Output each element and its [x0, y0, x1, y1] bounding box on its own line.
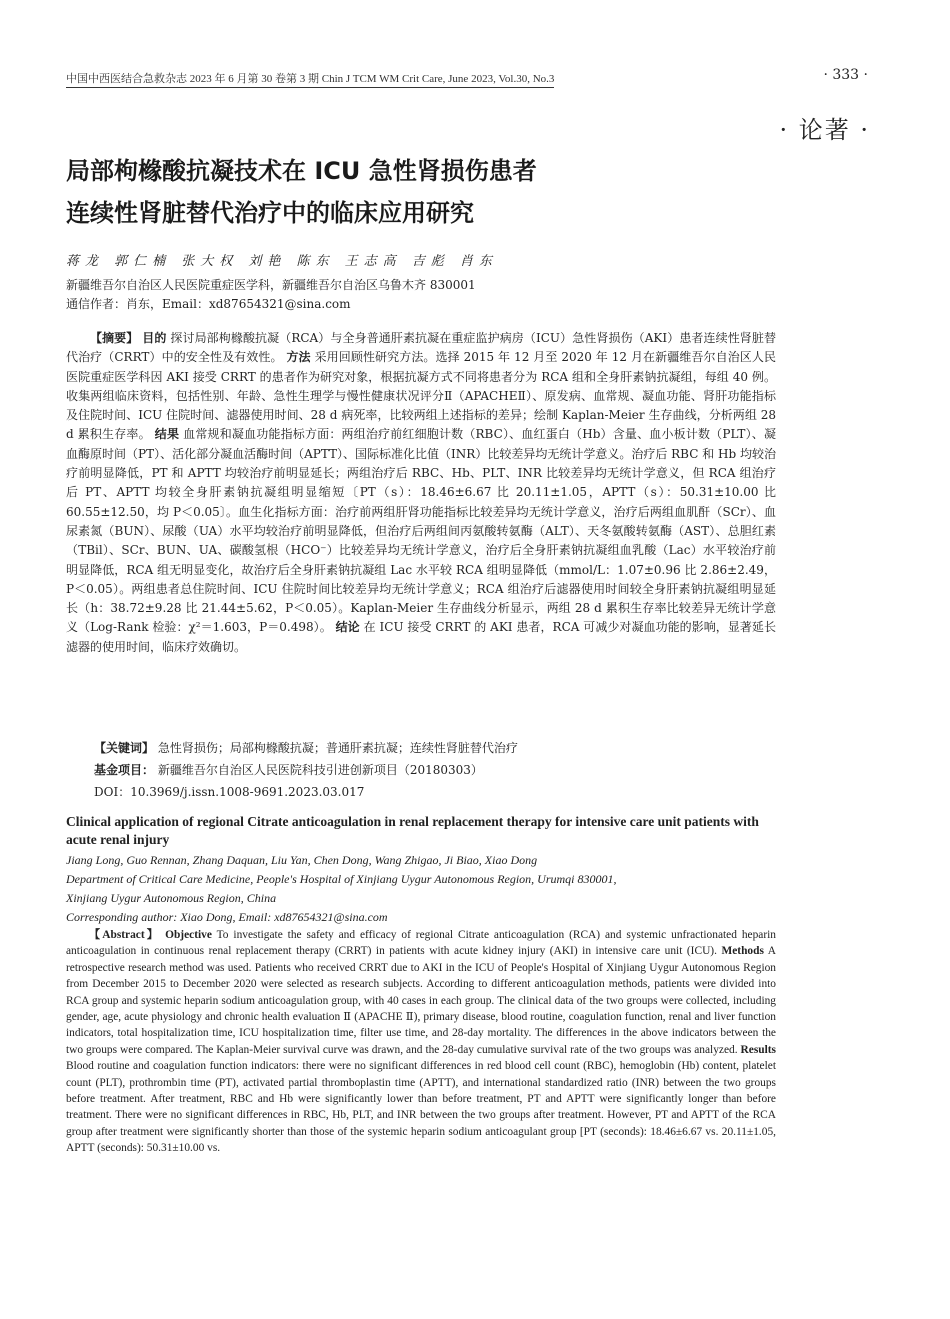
methods-text: 采用回顾性研究方法。选择 2015 年 12 月至 2020 年 12 月在新疆维吾尔自治区人民医院重症医学科因 AKI 接受 CRRT 的患者作为研究对象，根据抗凝方式不同将患者分为 RCA 组和全身肝素钠抗凝组，每组 40 例。收集两组临床资料，包括性别、年龄、急性生理学与慢性健康状况评分Ⅱ（APACHEⅡ）、原发病、血常规、凝血功能、肾肝功能指标及住院时间、ICU 住院时间、滤器使用时间、28 d 病死率，比较两组上述指标的差异；绘制 Kaplan-Meier 生存曲线，分析两组 28 d 累积生存率。 [66, 350, 776, 442]
doi: DOI：10.3969/j.issn.1008-9691.2023.03.017 [94, 785, 365, 799]
title-line-2: 连续性肾脏替代治疗中的临床应用研究 [66, 199, 474, 227]
running-header: 中国中西医结合急救杂志 2023 年 6 月第 30 卷第 3 期 Chin J TCM WM Crit Care, June 2023, Vol.30, No.3 [66, 70, 554, 88]
funding-text: 新疆维吾尔自治区人民医院科技引进创新项目（20180303） [157, 763, 483, 777]
english-title: Clinical application of regional Citrate anticoagulation in renal replacement therapy for intensive care unit patients with acute renal injury [66, 814, 759, 847]
conclusion-text: 在 ICU 接受 CRRT 的 AKI 患者，RCA 可减少对凝血功能的影响，显著延长滤器的使用时间，临床疗效确切。 [66, 620, 776, 654]
english-objective-label: Objective [165, 929, 212, 941]
english-results-label: Results [740, 1043, 776, 1056]
english-department-line-2: Xinjiang Uygur Autonomous Region, China [66, 891, 277, 905]
objective-text: 探讨局部枸橼酸抗凝（RCA）与全身普通肝素抗凝在重症监护病房（ICU）急性肾损伤（AKI）患者连续性肾脏替代治疗（CRRT）中的安全性及有效性。 [66, 331, 776, 365]
english-abstract-label: 【Abstract】 [88, 929, 161, 941]
section-tag: · 论著 · [779, 116, 870, 144]
english-objective-text: To investigate the safety and efficacy of regional Citrate anticoagulation (RCA) and systemic unfractionated heparin anticoagulation in continuous renal replacement therapy (CRRT) in patients with acute kidney injury (AKI) in intensive care unit (ICU). [66, 929, 776, 958]
abstract-label: 【摘要】 [90, 331, 139, 345]
english-methods-label: Methods [721, 945, 764, 958]
english-corresponding-author: Corresponding author: Xiao Dong, Email: xd87654321@sina.com [66, 910, 388, 924]
english-author-block [66, 851, 786, 927]
article-title [66, 150, 886, 234]
results-text: 血常规和凝血功能指标方面：两组治疗前红细胞计数（RBC）、血红蛋白（Hb）含量、血小板计数（PLT）、凝血酶原时间（PT）、活化部分凝血活酶时间（APTT）、国际标准化比值（INR）比较差异均无统计学意义。治疗后 RBC 和 Hb 均较治疗前明显降低，PT 和 APTT 均较治疗前明显延长；两组治疗后 RBC、Hb、PLT、INR 比较差异均无统计学意义，但 RCA 组治疗后 PT、APTT 均较全身肝素钠抗凝组明显缩短〔PT（s）：18.46±6.67 比 20.11±1.05，APTT（s）：50.31±10.00 比 60.55±12.50，均 P＜0.05〕。血生化指标方面：治疗前两组肝肾功能指标比较差异均无统计学意义，治疗后两组血肌酐（SCr）、血尿素氮（BUN）、尿酸（UA）水平均较治疗前明显降低，但治疗后两组间丙氨酸转氨酶（ALT）、天冬氨酸转氨酶（AST）、总胆红素（TBil）、SCr、BUN、UA、碳酸氢根（HCO⁻）比较差异均无统计学意义，治疗后全身肝素钠抗凝组血乳酸（Lac）水平较治疗前明显降低，RCA 组无明显变化，故治疗后全身肝素钠抗凝组 Lac 水平较 RCA 组明显降低（mmol/L：1.07±0.96 比 2.86±2.49，P＜0.05）。两组患者总住院时间、ICU 住院时间比较差异均无统计学意义；RCA 组治疗后滤器使用时间较全身肝素钠抗凝组明显延长（h：38.72±9.28 比 21.44±5.62，P＜0.05）。Kaplan-Meier 生存曲线分析显示，两组 28 d 累积生存率比较差异无统计学意义（Log-Rank 检验：χ²＝1.603，P＝0.498）。 [66, 427, 776, 635]
english-methods-text: A retrospective research method was used. Patients who received CRRT due to AKI in the ICU of People's Hospital of Xinjiang Uygur Autonomous Region from December 2015 to December 2020 were selected as research subjects. According to different anticoagulation methods, patients were divided into RCA group and systemic heparin sodium anticoagulation group, with 40 cases in each group. The clinical data of the two groups were collected, including gender, age, acute physiology and chronic health evaluation Ⅱ (APACHE Ⅱ), primary disease, blood routine, coagulation function, renal and liver function indicators, total hospitalization time, ICU hospitalization time, filter use time, and 28-day mortality. The differences in the above indicators between the two groups were compared. The Kaplan-Meier survival curve was drawn, and the 28-day cumulative survival rate of the two groups was analyzed. [66, 945, 777, 1056]
page-number: · 333 · [823, 67, 868, 83]
funding-line [94, 759, 794, 781]
funding-label: 基金项目： [94, 763, 155, 777]
keywords-line [94, 737, 794, 759]
keywords-block [94, 737, 794, 803]
author-list: 蒋龙 郭仁楠 张大权 刘艳 陈东 王志高 吉彪 肖东 [66, 254, 498, 269]
institution: 新疆维吾尔自治区人民医院重症医学科，新疆维吾尔自治区乌鲁木齐 830001 [66, 278, 476, 292]
english-authors: Jiang Long, Guo Rennan, Zhang Daquan, Liu Yan, Chen Dong, Wang Zhigao, Ji Biao, Xiao Dong [66, 853, 538, 867]
conclusion-label: 结论 [335, 620, 360, 635]
results-label: 结果 [154, 427, 180, 442]
methods-label: 方法 [286, 350, 311, 365]
chinese-abstract [66, 329, 776, 657]
english-abstract [66, 927, 776, 1157]
keywords-text: 急性肾损伤；局部枸橼酸抗凝；普通肝素抗凝；连续性肾脏替代治疗 [157, 741, 518, 755]
affiliation-block [66, 276, 476, 314]
keywords-label: 【关键词】 [94, 741, 155, 755]
corresponding-author: 通信作者：肖东，Email：xd87654321@sina.com [66, 297, 351, 311]
title-line-1: 局部枸橼酸抗凝技术在 ICU 急性肾损伤患者 [66, 157, 537, 185]
english-department-line-1: Department of Critical Care Medicine, People's Hospital of Xinjiang Uygur Autonomous Region, Urumqi 830001, [66, 872, 617, 886]
objective-label: 目的 [142, 331, 167, 345]
english-results-text: Blood routine and coagulation function indicators: there were no significant differences in red blood cell count (RBC), hemoglobin (Hb) content, platelet count (PLT), prothrombin time (PT), activated partial thromboplastin time (APTT), and international standardized ratio (INR) between the two groups before treatment. After treatment, RBC and Hb were significantly lower than before treatment, PT and APTT were significantly longer than before treatment. There were no significant differences in RBC, Hb, PLT, and INR between the two groups after treatment. However, PT and APTT of the RCA group after treatment were significantly shorter than those of the systemic heparin sodium anticoagulant group [PT (seconds): 18.46±6.67 vs. 20.11±1.05, APTT (seconds): 50.31±10.00 vs. [66, 1060, 776, 1155]
